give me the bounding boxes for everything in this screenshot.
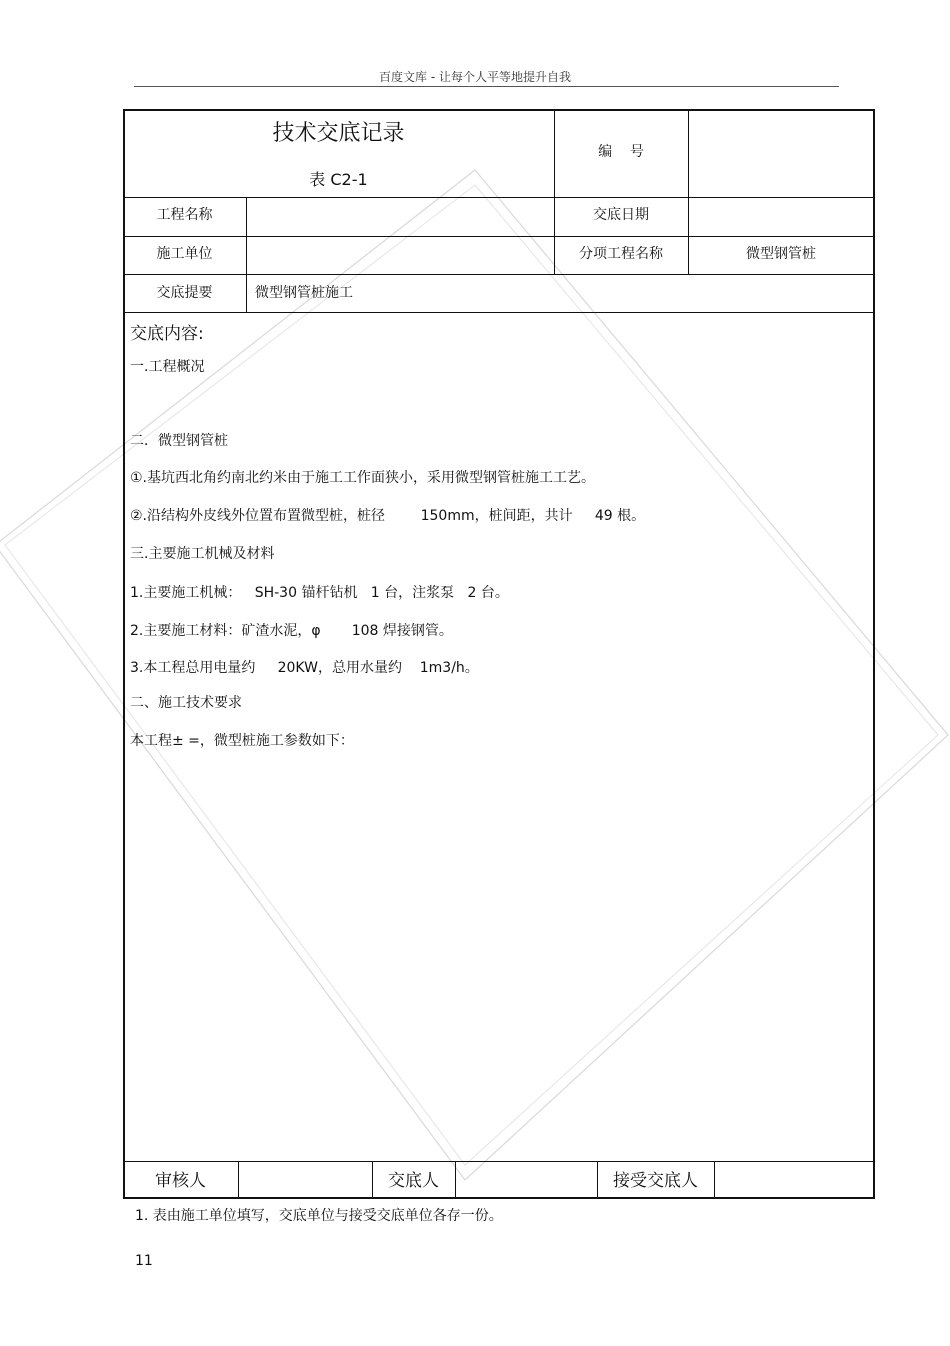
content-line: ②.沿结构外皮线外位置布置微型桩，桩径 150mm，桩间距，共计 49 根。 bbox=[130, 508, 646, 524]
row-divider bbox=[123, 197, 875, 198]
number-label: 编 号 bbox=[598, 144, 644, 160]
content-line: 三.主要施工机械及材料 bbox=[130, 546, 275, 562]
col-divider bbox=[246, 197, 247, 312]
form-note: 1. 表由施工单位填写，交底单位与接受交底单位各存一份。 bbox=[135, 1208, 503, 1224]
content-line: 2.主要施工材料：矿渣水泥，φ 108 焊接钢管。 bbox=[130, 623, 453, 639]
subproject-name-label: 分项工程名称 bbox=[579, 246, 663, 262]
form-title: 技术交底记录 bbox=[272, 121, 405, 146]
col-divider bbox=[714, 1161, 715, 1199]
page-number: 11 bbox=[135, 1253, 153, 1269]
date-label: 交底日期 bbox=[593, 207, 649, 223]
reviewer-label: 审核人 bbox=[155, 1171, 206, 1191]
row-divider bbox=[123, 236, 875, 237]
col-divider bbox=[238, 1161, 239, 1199]
project-name-label: 工程名称 bbox=[156, 207, 213, 223]
header-rule bbox=[134, 86, 839, 87]
content-line: 本工程± =，微型桩施工参数如下： bbox=[130, 733, 354, 749]
content-line: 二．微型钢管桩 bbox=[130, 433, 228, 449]
row-divider bbox=[123, 1161, 875, 1162]
construction-unit-label: 施工单位 bbox=[156, 246, 213, 262]
summary-label: 交底提要 bbox=[156, 285, 213, 301]
col-divider bbox=[455, 1161, 456, 1199]
content-heading: 交底内容: bbox=[130, 324, 204, 344]
content-line: 1.主要施工机械： SH-30 锚杆钻机 1 台，注浆泵 2 台。 bbox=[130, 585, 509, 601]
content-line: 3.本工程总用电量约 20KW，总用水量约 1m3/h。 bbox=[130, 660, 479, 676]
content-line: ①.基坑西北角约南北约米由于施工工作面狭小，采用微型钢管桩施工工艺。 bbox=[130, 470, 595, 486]
content-line: 二、施工技术要求 bbox=[130, 695, 242, 711]
summary-value[interactable]: 微型钢管桩施工 bbox=[255, 285, 353, 301]
content-line: 一.工程概况 bbox=[130, 359, 205, 375]
row-divider bbox=[123, 274, 875, 275]
receiver-label: 接受交底人 bbox=[613, 1171, 698, 1191]
disclosure-form-table bbox=[123, 109, 875, 1199]
form-code: 表 C2-1 bbox=[309, 170, 368, 189]
page-header: 百度文库 - 让每个人平等地提升自我 bbox=[379, 70, 571, 84]
row-divider bbox=[123, 312, 875, 313]
discloser-label: 交底人 bbox=[388, 1171, 439, 1191]
subproject-name-value[interactable]: 微型钢管桩 bbox=[746, 246, 816, 262]
